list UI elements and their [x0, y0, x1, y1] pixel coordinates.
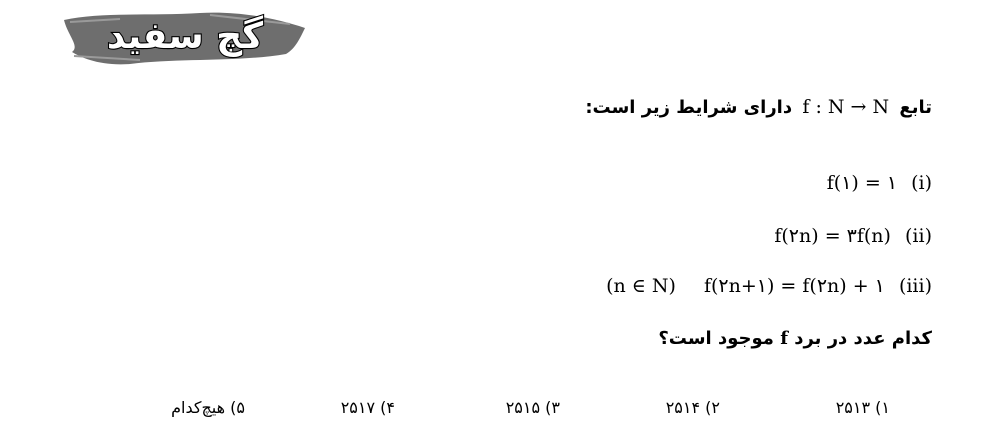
intro-after-text: دارای شرایط زیر است: — [585, 97, 793, 118]
question-text — [658, 328, 932, 349]
intro-before-text: تابع — [899, 97, 932, 118]
option-3[interactable]: ۳) ۲۵۱۵ — [505, 398, 560, 417]
condition-formula: f(۲n+۱) = f(۲n) + ۱ — [703, 275, 885, 297]
condition-tag: (iii) — [898, 275, 932, 297]
intro-function-notation: f : N → N — [802, 96, 890, 118]
question-before-text: کدام عدد در برد — [794, 328, 932, 349]
condition-i — [827, 172, 932, 194]
condition-tag: (i) — [911, 172, 932, 194]
answer-options — [150, 398, 890, 426]
condition-ii — [774, 225, 932, 247]
condition-domain: (n ∈ N) — [606, 275, 676, 297]
option-2[interactable]: ۲) ۲۵۱۴ — [665, 398, 720, 417]
option-1[interactable]: ۱) ۲۵۱۳ — [835, 398, 890, 417]
option-4[interactable]: ۴) ۲۵۱۷ — [340, 398, 395, 417]
condition-iii — [606, 275, 932, 297]
condition-formula: f(۱) = ۱ — [826, 172, 898, 194]
problem-intro — [585, 96, 932, 118]
logo-graphic — [60, 6, 310, 68]
logo-text: گچ سفید — [106, 16, 264, 57]
condition-formula: f(۲n) = ۳f(n) — [774, 225, 891, 247]
condition-tag: (ii) — [905, 225, 932, 247]
option-5[interactable]: ۵) هیچ‌کدام — [171, 398, 245, 417]
question-after-text: موجود است؟ — [658, 328, 774, 349]
question-variable: f — [780, 328, 788, 349]
logo — [60, 6, 310, 68]
